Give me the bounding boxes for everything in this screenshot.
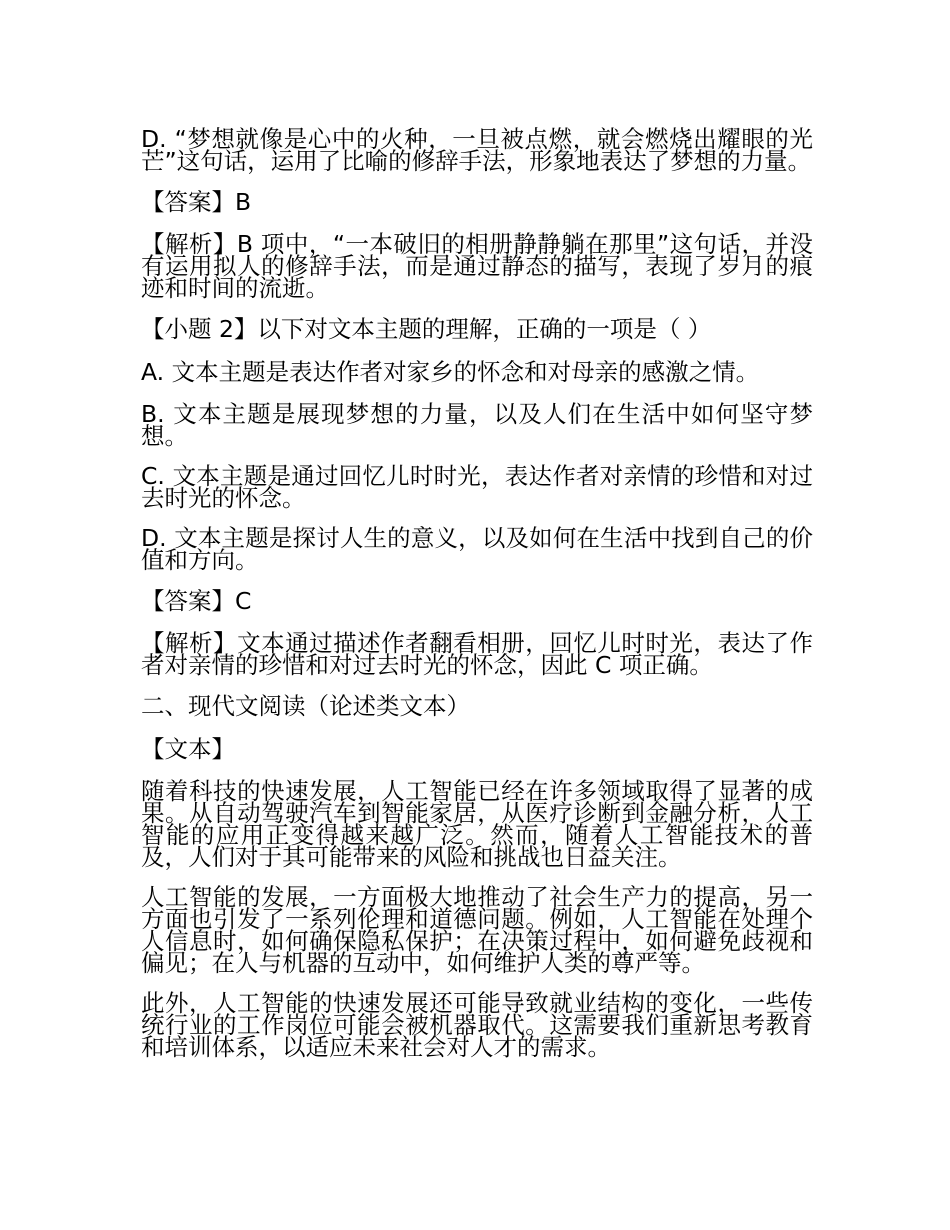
answer-2: 【答案】C bbox=[141, 587, 252, 615]
body-paragraph-2: 人工智能的发展，一方面极大地推动了社会生产力的提高，另一方面也引发了一系列伦理和道德问题。例如，人工智能在处理个人信息时，如何确保隐私保护；在决策过程中，如何避免歧视和偏见；在人与机器的互动中，如何维护人类的尊严等。 bbox=[141, 883, 813, 977]
answer-1: 【答案】B bbox=[141, 188, 252, 216]
option-d: D. 文本主题是探讨人生的意义，以及如何在生活中找到自己的价值和方向。 bbox=[141, 524, 813, 574]
analysis-2: 【解析】文本通过描述作者翻看相册，回忆儿时时光，表达了作者对亲情的珍惜和对过去时光的怀念，因此 C 项正确。 bbox=[141, 629, 813, 679]
document-body bbox=[141, 125, 813, 1076]
option-c: C. 文本主题是通过回忆儿时时光，表达作者对亲情的珍惜和对过去时光的怀念。 bbox=[141, 462, 813, 512]
section-heading: 二、现代文阅读（论述类文本） bbox=[141, 692, 470, 720]
body-paragraph-3: 此外，人工智能的快速发展还可能导致就业结构的变化，一些传统行业的工作岗位可能会被机器取代。这需要我们重新思考教育和培训体系，以适应未来社会对人才的需求。 bbox=[141, 989, 813, 1061]
analysis-1: 【解析】B 项中，“一本破旧的相册静静躺在那里”这句话，并没有运用拟人的修辞手法，而是通过静态的描写，表现了岁月的痕迹和时间的流逝。 bbox=[141, 230, 813, 302]
option-a: A. 文本主题是表达作者对家乡的怀念和对母亲的感激之情。 bbox=[141, 358, 760, 386]
question-2: 【小题 2】以下对文本主题的理解，正确的一项是（ ） bbox=[141, 315, 712, 343]
body-paragraph-1: 随着科技的快速发展，人工智能已经在许多领域取得了显著的成果。从自动驾驶汽车到智能家居，从医疗诊断到金融分析，人工智能的应用正变得越来越广泛。然而，随着人工智能技术的普及，人们对于其可能带来的风险和挑战也日益关注。 bbox=[141, 777, 813, 871]
option-d-explanation: D. “梦想就像是心中的火种，一旦被点燃，就会燃烧出耀眼的光芒”这句话，运用了比喻的修辞手法，形象地表达了梦想的力量。 bbox=[141, 125, 813, 175]
option-b: B. 文本主题是展现梦想的力量，以及人们在生活中如何坚守梦想。 bbox=[141, 400, 813, 450]
text-label: 【文本】 bbox=[141, 735, 235, 763]
